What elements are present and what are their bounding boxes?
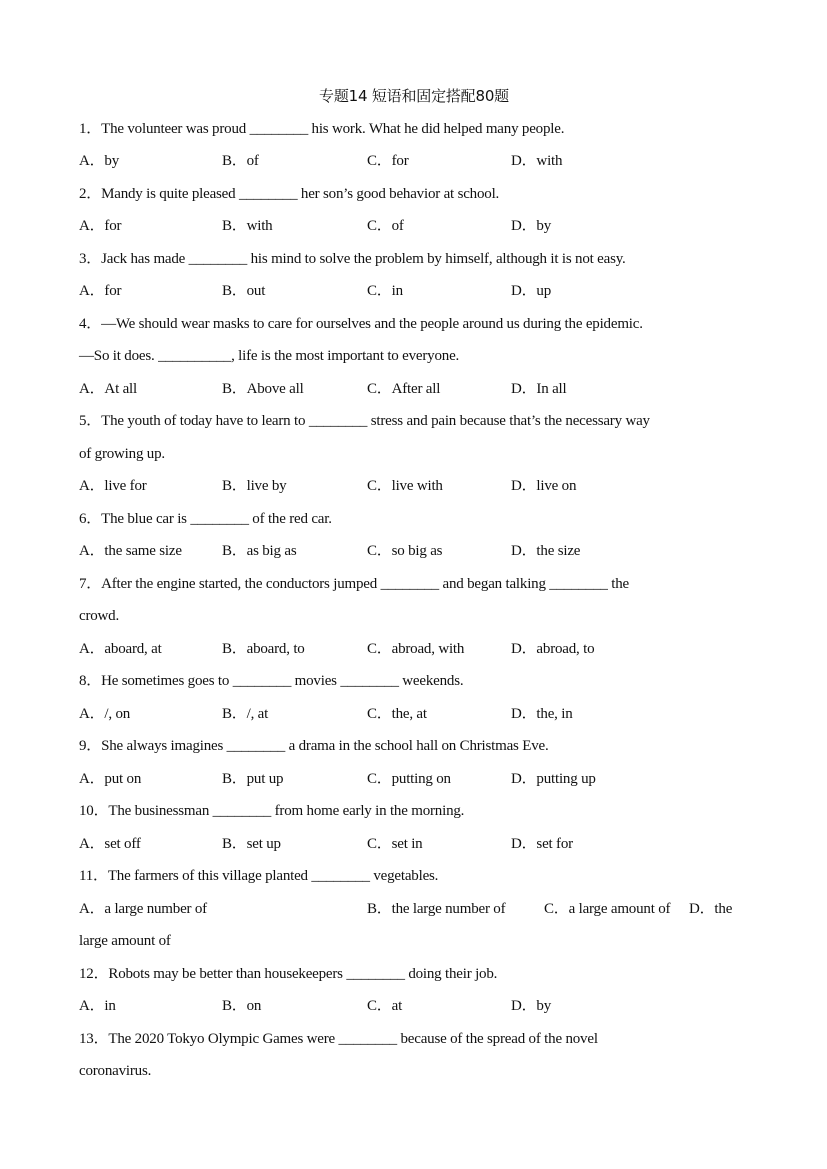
question-stem: 1．The volunteer was proud ________ his work. What he did helped many people. [79,120,565,137]
option-c: C．live with [367,478,443,494]
question-stem: 7．After the engine started, the conductors jumped ________ and began talking ________ the [79,575,629,592]
option-c: C．the, at [367,705,427,722]
option-d: D．with [511,153,563,169]
option-a: A．in [79,998,116,1014]
question-stem-continued: coronavirus. [79,1063,152,1079]
question-options [79,373,749,406]
option-b: B．aboard, to [222,640,305,657]
question-options [79,828,749,861]
option-c: C．at [367,998,403,1014]
question-stem-continued: of growing up. [79,445,165,462]
question-options [79,145,749,178]
question-options [79,535,749,568]
option-d: D．set for [511,835,573,852]
question-stem: 3．Jack has made ________ his mind to solve the problem by himself, although it is not easy. [79,250,626,267]
option-c: C．set in [367,835,423,852]
option-d: D．live on [511,478,577,494]
question-stem: 4．—We should wear masks to care for ourselves and the people around us during the epidemic. [79,315,643,332]
option-d: D．by [511,218,552,234]
option-b: B．put up [222,770,284,787]
question-options [79,763,749,796]
question-options [79,990,749,1023]
question-stem: 12．Robots may be better than housekeepers ________ doing their job. [79,965,498,982]
option-b: B．of [222,153,259,169]
question-options [79,210,749,243]
option-d: D．the [689,900,733,917]
option-a: A．At all [79,380,137,397]
option-d: D．putting up [511,770,596,787]
question-stem: 10．The businessman ________ from home early in the morning. [79,803,465,819]
question-options [79,633,749,666]
option-a: A．for [79,283,122,299]
option-a: A．aboard, at [79,640,162,657]
option-b: B．on [222,998,262,1014]
question-stem: 8．He sometimes goes to ________ movies ________ weekends. [79,673,464,689]
question-options-continued: large amount of [79,933,171,949]
option-a: A．/, on [79,705,131,722]
question-stem: 13．The 2020 Tokyo Olympic Games were ________ because of the spread of the novel [79,1030,598,1047]
option-b: B．with [222,218,273,234]
option-b: B．live by [222,478,287,494]
option-a: A．the same size [79,543,182,559]
question-stem: 5．The youth of today have to learn to ________ stress and pain because that’s the necessary way [79,413,650,429]
option-c: C．of [367,218,404,234]
question-options [79,698,749,731]
option-c: C．so big as [367,543,443,559]
option-c: C．a large amount of [544,900,671,917]
question-options [79,275,749,308]
option-b: B．as big as [222,543,297,559]
document-title: 专题14 短语和固定搭配80题 [319,87,509,105]
question-stem-continued: crowd. [79,608,120,624]
option-b: B．the large number of [367,900,506,917]
option-b: B．set up [222,835,281,852]
question-stem-continued: —So it does. __________, life is the most important to everyone. [79,348,460,364]
option-a: A．live for [79,478,147,494]
question-options [79,893,749,926]
option-d: D．the size [511,543,581,559]
option-d: D．up [511,283,552,299]
question-stem: 11．The farmers of this village planted ________ vegetables. [79,868,439,884]
question-options [79,470,749,503]
option-c: C．abroad, with [367,640,465,657]
option-d: D．by [511,998,552,1014]
question-stem: 9．She always imagines ________ a drama in the school hall on Christmas Eve. [79,738,549,754]
option-d: D．In all [511,380,567,397]
option-a: A．a large number of [79,900,207,917]
option-d: D．the, in [511,705,573,722]
option-b: B．out [222,283,266,299]
option-a: A．set off [79,835,141,852]
question-stem: 6．The blue car is ________ of the red car. [79,510,332,527]
option-b: B．/, at [222,705,269,722]
question-stem: 2．Mandy is quite pleased ________ her son’s good behavior at school. [79,185,500,202]
option-a: A．by [79,153,120,169]
option-b: B．Above all [222,380,304,397]
document-page [79,80,749,1088]
option-c: C．After all [367,380,441,397]
option-d: D．abroad, to [511,640,595,657]
option-a: A．for [79,218,122,234]
option-c: C．for [367,153,409,169]
option-c: C．in [367,283,403,299]
option-a: A．put on [79,770,142,787]
option-c: C．putting on [367,770,451,787]
